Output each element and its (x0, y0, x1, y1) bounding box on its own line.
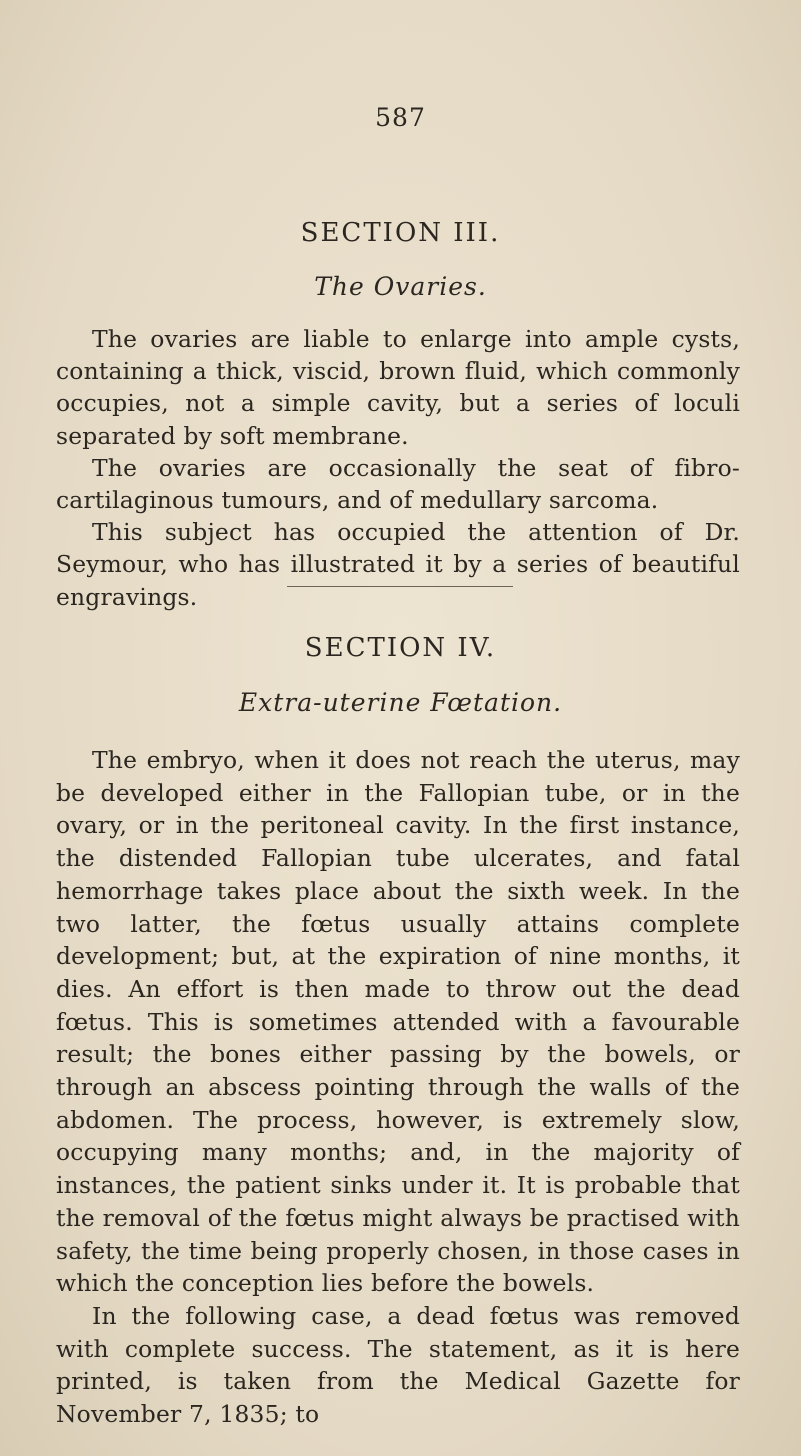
paragraph: The embryo, when it does not reach the uterus, may be developed either in the Fallopian tube, or in the ovary, or in the peritoneal cavity. In the first instance, the distended Fallopian tube ulcerates, and fatal hemorrhage takes place about the sixth week. In the two latter, the fœtus usually attains complete development; but, at the expiration of nine months, it dies. An effort is then made to throw out the dead fœtus. This is sometimes attended with a favourable result; the bones either passing by the bowels, or through an abscess pointing through the walls of the abdomen. The process, however, is extremely slow, occupying many months; and, in the majority of instances, the patient sinks under it. It is probable that the removal of the fœtus might always be practised with safety, the time being properly chosen, in those cases in which the conception lies before the bowels. (56, 746, 740, 1298)
page-number: 587 (375, 103, 426, 132)
section-3-heading: SECTION III. (300, 218, 501, 248)
section-4-subheading: Extra-uterine Fœtation. (238, 688, 563, 717)
section-4-heading: SECTION IV. (304, 633, 497, 663)
section-3-subheading: The Ovaries. (314, 272, 487, 301)
section-4-body (56, 744, 740, 1431)
paragraph: The ovaries are occasionally the seat of fibro-cartilaginous tumours, and of medullary sarcoma. (56, 453, 740, 515)
section-divider (287, 586, 513, 587)
paragraph: The ovaries are liable to enlarge into ample cysts, containing a thick, viscid, brown fluid, which commonly occupies, not a simple cavity, but a series of loculi separated by soft membrane. (56, 325, 740, 450)
paragraph: This subject has occupied the attention of Dr. Seymour, who has illustrated it by a series of beautiful engravings. (56, 518, 740, 611)
paragraph: In the following case, a dead fœtus was removed with complete success. The statement, as it is here printed, is taken from the Medical Gazette for November 7, 1835; to (56, 1301, 740, 1429)
section-3-body (56, 323, 740, 613)
